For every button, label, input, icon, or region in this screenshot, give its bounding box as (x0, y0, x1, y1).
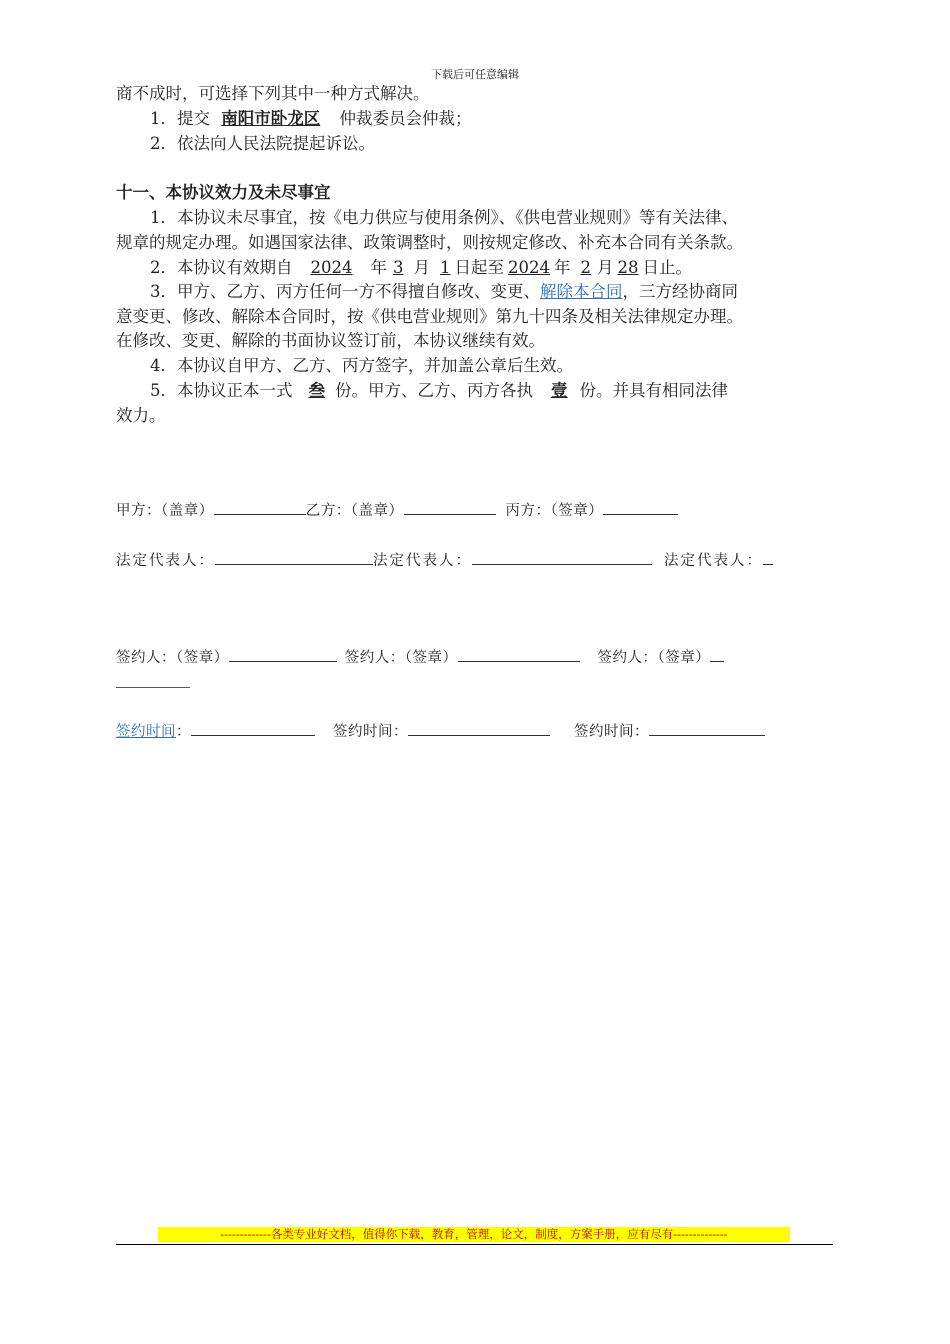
sign-time-label: 签约时间： (574, 724, 649, 740)
arbitration-location: 南阳市卧龙区 (221, 109, 321, 128)
sign-time-label: 签约时间： (333, 724, 408, 740)
sign-time-b-field[interactable] (408, 723, 550, 736)
paragraph-line: 意变更、修改、解除本合同时，按《供电营业规则》第九十四条及相关法律规定办理。 (116, 307, 743, 326)
start-month: 3 (393, 258, 404, 277)
litigation-option: 2．依法向人民法院提起诉讼。 (150, 134, 375, 153)
legal-rep-b-field[interactable] (472, 552, 652, 565)
sign-time-c-field[interactable] (649, 723, 765, 736)
paragraph-text: 份。并具有相同法律 (579, 381, 728, 400)
signer-label: 签约人：（签章） (597, 650, 711, 666)
sign-time-a-field[interactable] (191, 723, 315, 736)
validity-label: 2．本协议有效期自 (150, 258, 293, 277)
legal-rep-c-field[interactable] (763, 552, 773, 565)
end-day: 28 (617, 258, 639, 277)
signer-label: 签约人：（签章） (344, 650, 458, 666)
paragraph-text: 5．本协议正本一式 (150, 381, 293, 400)
validity-mid: 日起至 (454, 258, 504, 277)
end-year: 2024 (508, 258, 550, 277)
paragraph-line: 1．本协议未尽事宜，按《电力供应与使用条例》、《供电营业规则》等有关法律、 (150, 208, 738, 227)
option-label: 1．提交 (150, 109, 210, 128)
signer-c-field-continuation[interactable] (116, 687, 190, 688)
party-a-signature-field[interactable] (214, 502, 306, 515)
terminate-contract-link[interactable]: 解除本合同 (540, 282, 623, 301)
paragraph-text: 份。甲方、乙方、丙方各执 (335, 381, 533, 400)
legal-rep-label: 法定代表人： (373, 553, 472, 569)
signer-c-field[interactable] (710, 649, 724, 662)
paragraph-line: 商不成时，可选择下列其中一种方式解决。 (116, 84, 430, 103)
start-year: 2024 (310, 258, 353, 277)
option-text: 仲裁委员会仲裁； (339, 109, 472, 128)
paragraph-line (150, 284, 738, 301)
signer-b-field[interactable] (458, 649, 580, 662)
party-c-label: 丙方：（签章） (505, 503, 604, 519)
signer-row (116, 649, 724, 666)
legal-rep-label: 法定代表人： (664, 553, 763, 569)
signer-a-field[interactable] (229, 649, 337, 662)
copies-each: 壹 (551, 381, 568, 400)
signer-label: 签约人：（签章） (116, 650, 229, 666)
footer-banner: -------------各类专业好文档，值得你下载，教育，管理，论文，制度，方案手册，应有尽有-------------- (158, 1227, 790, 1242)
party-a-label: 甲方：（盖章） (116, 503, 214, 519)
colon: ： (176, 724, 191, 740)
paragraph-line: 4．本协议自甲方、乙方、丙方签字，并加盖公章后生效。 (150, 356, 573, 375)
month-label: 月 (597, 258, 614, 277)
section-title: 十一、本协议效力及未尽事宜 (116, 183, 331, 202)
party-b-label: 乙方：（盖章） (305, 503, 404, 519)
validity-period (150, 260, 692, 277)
start-day: 1 (440, 258, 451, 277)
validity-suffix: 日止。 (642, 258, 692, 277)
year-label: 年 (370, 258, 387, 277)
legal-rep-label: 法定代表人： (116, 553, 215, 569)
paragraph-line: 规章的规定办理。如遇国家法律、政策调整时，则按规定修改、补充本合同有关条款。 (116, 233, 743, 252)
page-header: 下载后可任意编辑 (431, 68, 519, 81)
arbitration-option (150, 111, 472, 128)
sign-time-row (116, 723, 765, 740)
party-c-signature-field[interactable] (603, 502, 678, 515)
year-label: 年 (554, 258, 571, 277)
month-label: 月 (413, 258, 430, 277)
footer-divider (116, 1244, 833, 1245)
party-stamp-row (116, 502, 678, 519)
sign-time-link[interactable]: 签约时间 (116, 724, 176, 740)
legal-rep-a-field[interactable] (215, 552, 373, 565)
paragraph-text: ，三方经协商同 (622, 282, 738, 301)
party-b-signature-field[interactable] (404, 502, 496, 515)
paragraph-line: 效力。 (116, 406, 166, 425)
copies-clause (150, 383, 728, 400)
legal-rep-row (116, 552, 773, 569)
total-copies: 叁 (308, 381, 325, 400)
paragraph-line: 在修改、变更、解除的书面协议签订前，本协议继续有效。 (116, 331, 545, 350)
end-month: 2 (580, 258, 591, 277)
paragraph-text: 3．甲方、乙方、丙方任何一方不得擅自修改、变更、 (150, 282, 540, 301)
